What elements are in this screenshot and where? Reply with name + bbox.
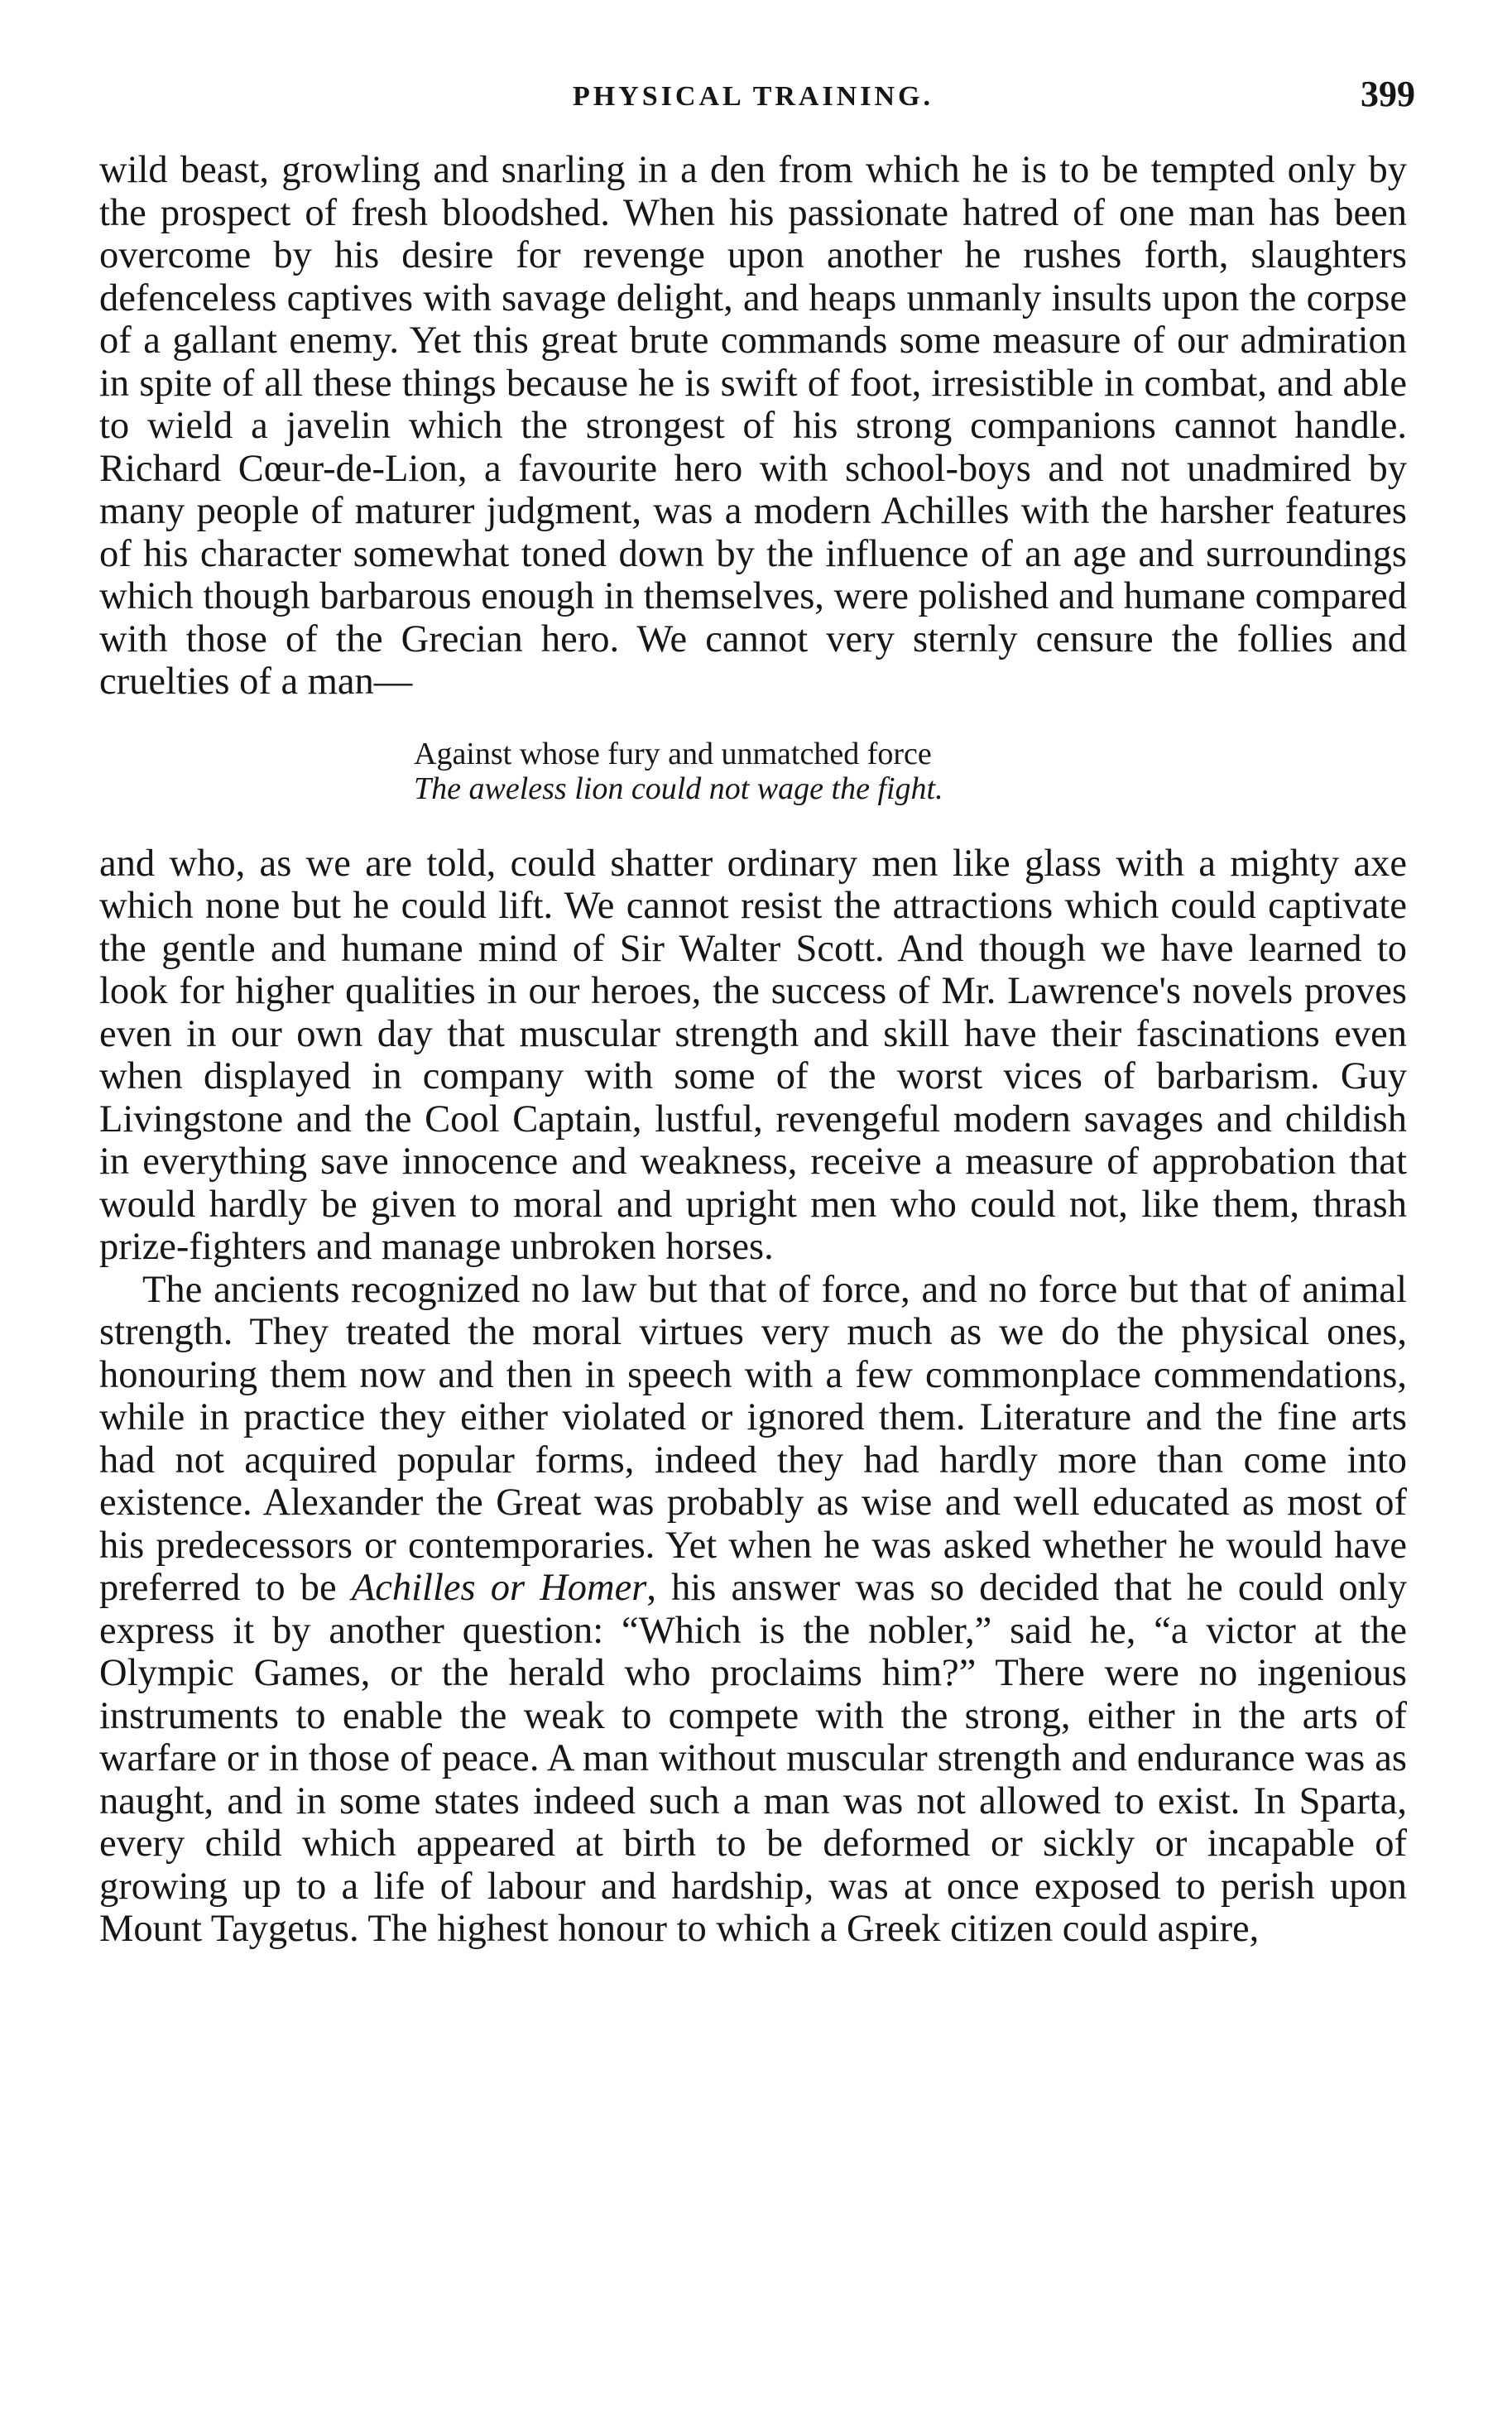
paragraph-1: wild beast, growling and snarling in a den from which he is to be tempted only by the prospect of fresh bloodshed. When his passionate hatred of one man has been overcome by his desire for revenge upon another he rushes forth, slaughters defenceless captives with savage delight, and heaps unmanly insults upon the corpse of a gallant enemy. Yet this great brute commands some measure of our admiration in spite of all these things because he is swift of foot, irresistible in combat, and able to wield a javelin which the strongest of his strong companions cannot handle. Richard Cœur-de-Lion, a favourite hero with school-boys and not unadmired by many people of maturer judgment, was a modern Achilles with the harsher features of his character somewhat toned down by the influence of an age and surroundings which though barbarous enough in themselves, were polished and humane compared with those of the Grecian hero. We cannot very sternly censure the follies and cruelties of a man— bbox=[99, 149, 1407, 703]
running-head bbox=[99, 0, 1415, 132]
page-number: 399 bbox=[1361, 74, 1415, 114]
paragraph-3 bbox=[99, 1269, 1407, 1951]
quote-line-1: Against whose fury and unmatched force bbox=[414, 736, 932, 771]
paragraph-3-text-a: The ancients recognized no law but that of force, and no force but that of animal strength. They treated the moral virtues very much as we do the physical ones, honouring them now and then in speech with a few commonplace commendations, while in practice they either violated or ignored them. Literature and the fine arts had not acquired popular forms, indeed they had hardly more than come into existence. Alexander the Great was probably as wise and well educated as most of his predecessors or contemporaries. Yet when he was asked whether he would have preferred to be bbox=[99, 1268, 1407, 1609]
running-head-title: PHYSICAL TRAINING. bbox=[572, 81, 934, 112]
paragraph-3-italic-phrase: Achilles or Homer bbox=[351, 1567, 647, 1609]
quote-line-2: The aweless lion could not wage the fight. bbox=[414, 771, 943, 806]
verse-quotation bbox=[99, 737, 1407, 806]
book-page bbox=[99, 0, 1415, 1951]
paragraph-2: and who, as we are told, could shatter ordinary men like glass with a mighty axe which none but he could lift. We cannot resist the attractions which could captivate the gentle and humane mind of Sir Walter Scott. And though we have learned to look for higher qualities in our heroes, the success of Mr. Lawrence's novels proves even in our own day that muscular strength and skill have their fascinations even when displayed in company with some of the worst vices of barbarism. Guy Livingstone and the Cool Captain, lustful, revengeful modern savages and childish in everything save innocence and weakness, receive a measure of approbation that would hardly be given to moral and upright men who could not, like them, thrash prize-fighters and manage unbroken horses. bbox=[99, 842, 1407, 1268]
paragraph-3-text-b: , his answer was so decided that he could only express it by another question: “Which is the nobler,” said he, “a victor at the Olympic Games, or the herald who proclaims him?” There were no ingenious instruments to enable the weak to compete with the strong, either in the arts of warfare or in those of peace. A man without muscular strength and endurance was as naught, and in some states indeed such a man was not allowed to exist. In Sparta, every child which appeared at birth to be deformed or sickly or incapable of growing up to a life of labour and hardship, was at once exposed to perish upon Mount Taygetus. The highest honour to which a Greek citizen could aspire, bbox=[99, 1567, 1408, 1950]
